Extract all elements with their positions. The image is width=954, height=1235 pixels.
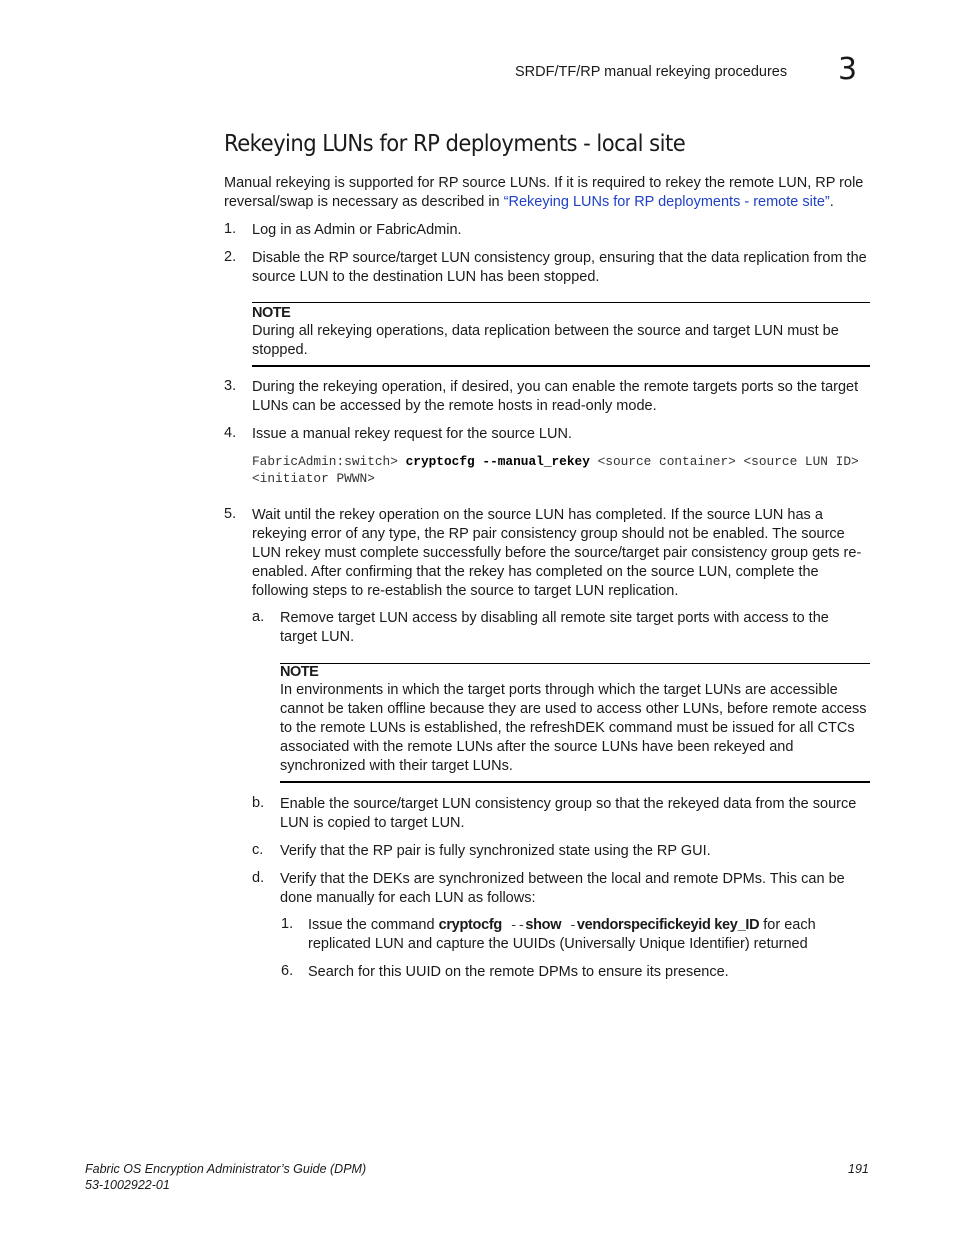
intro-text: Manual rekeying is supported for RP source LUNs. If it is required to rekey the remote LUN, RP role reversal/swap is necessary as described in — [224, 175, 864, 210]
command-option: vendorspecifickeyid key_ID — [576, 917, 760, 933]
subsubstep-text-before: Issue the command — [308, 917, 439, 933]
step-number: 1. — [224, 221, 237, 237]
intro-paragraph — [224, 174, 874, 212]
section-heading: Rekeying LUNs for RP deployments - local site — [224, 131, 686, 157]
substep-letter: a. — [252, 609, 265, 625]
note-label: NOTE — [280, 664, 319, 680]
note-top-rule — [252, 302, 870, 303]
command-dash: -- — [501, 918, 526, 933]
substep-letter: c. — [252, 842, 264, 858]
command-name: cryptocfg — [438, 917, 502, 933]
step-text: Disable the RP source/target LUN consistency group, ensuring that the data replication from the source LUN to the destination LUN has been stopped. — [252, 250, 867, 285]
step-text: Issue a manual rekey request for the source LUN. — [252, 426, 572, 442]
substep-letter: b. — [252, 795, 265, 811]
subsubstep-text-after: for each replicated LUN and capture the UUIDs (Universally Unique Identifier) returned — [308, 917, 816, 952]
note-label: NOTE — [252, 305, 291, 321]
intro-period: . — [829, 194, 834, 210]
note-top-rule — [280, 663, 870, 664]
step-text: Wait until the rekey operation on the source LUN has completed. If the source LUN has a rekeying error of any type, the RP pair consistency group should not be enabled. The source LUN rekey must complete successfully before the source/target pair consistency group gets re-enabled. After confirming that the rekey has completed on the source LUN, complete the following steps to re-establish the source to target LUN replication. — [252, 507, 862, 599]
code-arguments: <source container> <source LUN ID> <initiator PWWN> — [252, 454, 859, 486]
subsubstep-text — [308, 916, 848, 954]
step-number: 5. — [224, 506, 237, 522]
subsubstep-number: 6. — [281, 963, 294, 979]
substep-text: Verify that the DEKs are synchronized between the local and remote DPMs. This can be done manually for each LUN as follows: — [280, 871, 845, 906]
subsubstep-text: Search for this UUID on the remote DPMs to ensure its presence. — [308, 964, 729, 980]
substep-text: Enable the source/target LUN consistency group so that the rekeyed data from the source LUN is copied to target LUN. — [280, 796, 857, 831]
note-text: During all rekeying operations, data replication between the source and target LUN must be stopped. — [252, 323, 839, 358]
footer-book-title: Fabric OS Encryption Administrator’s Guide (DPM) — [85, 1162, 367, 1176]
substep-letter: d. — [252, 870, 265, 886]
step-number: 3. — [224, 378, 237, 394]
chapter-number: 3 — [838, 52, 858, 87]
step-text: Log in as Admin or FabricAdmin. — [252, 222, 462, 238]
cross-reference-link[interactable]: “Rekeying LUNs for RP deployments - remote site” — [503, 194, 830, 210]
note-text: In environments in which the target ports through which the target LUNs are accessible cannot be taken offline because they are used to access other LUNs, before remote access to the remote LUNs is established, the refreshDEK command must be issued for all CTCs associated with the remote LUNs after the source LUNs have been rekeyed and synchronized with their target LUNs. — [280, 682, 867, 774]
step-text: During the rekeying operation, if desired, you can enable the remote targets ports so the target LUNs can be accessed by the remote hosts in read-only mode. — [252, 379, 859, 414]
subsubstep-number: 1. — [281, 916, 294, 932]
substep-text: Verify that the RP pair is fully synchronized state using the RP GUI. — [280, 843, 711, 859]
command-dash: - — [561, 918, 577, 933]
note-bottom-rule — [280, 781, 870, 783]
footer-doc-number: 53-1002922-01 — [85, 1178, 170, 1192]
code-command: cryptocfg --manual_rekey — [405, 454, 590, 469]
substep-text: Remove target LUN access by disabling all remote site target ports with access to the target LUN. — [280, 610, 829, 645]
code-block — [252, 453, 862, 487]
running-header-title: SRDF/TF/RP manual rekeying procedures — [515, 64, 788, 80]
note-bottom-rule — [252, 365, 870, 367]
step-number: 4. — [224, 425, 237, 441]
code-prompt: FabricAdmin:switch> — [252, 454, 406, 469]
step-number: 2. — [224, 249, 237, 265]
footer-page-number: 191 — [848, 1162, 869, 1176]
command-option: show — [525, 917, 562, 933]
